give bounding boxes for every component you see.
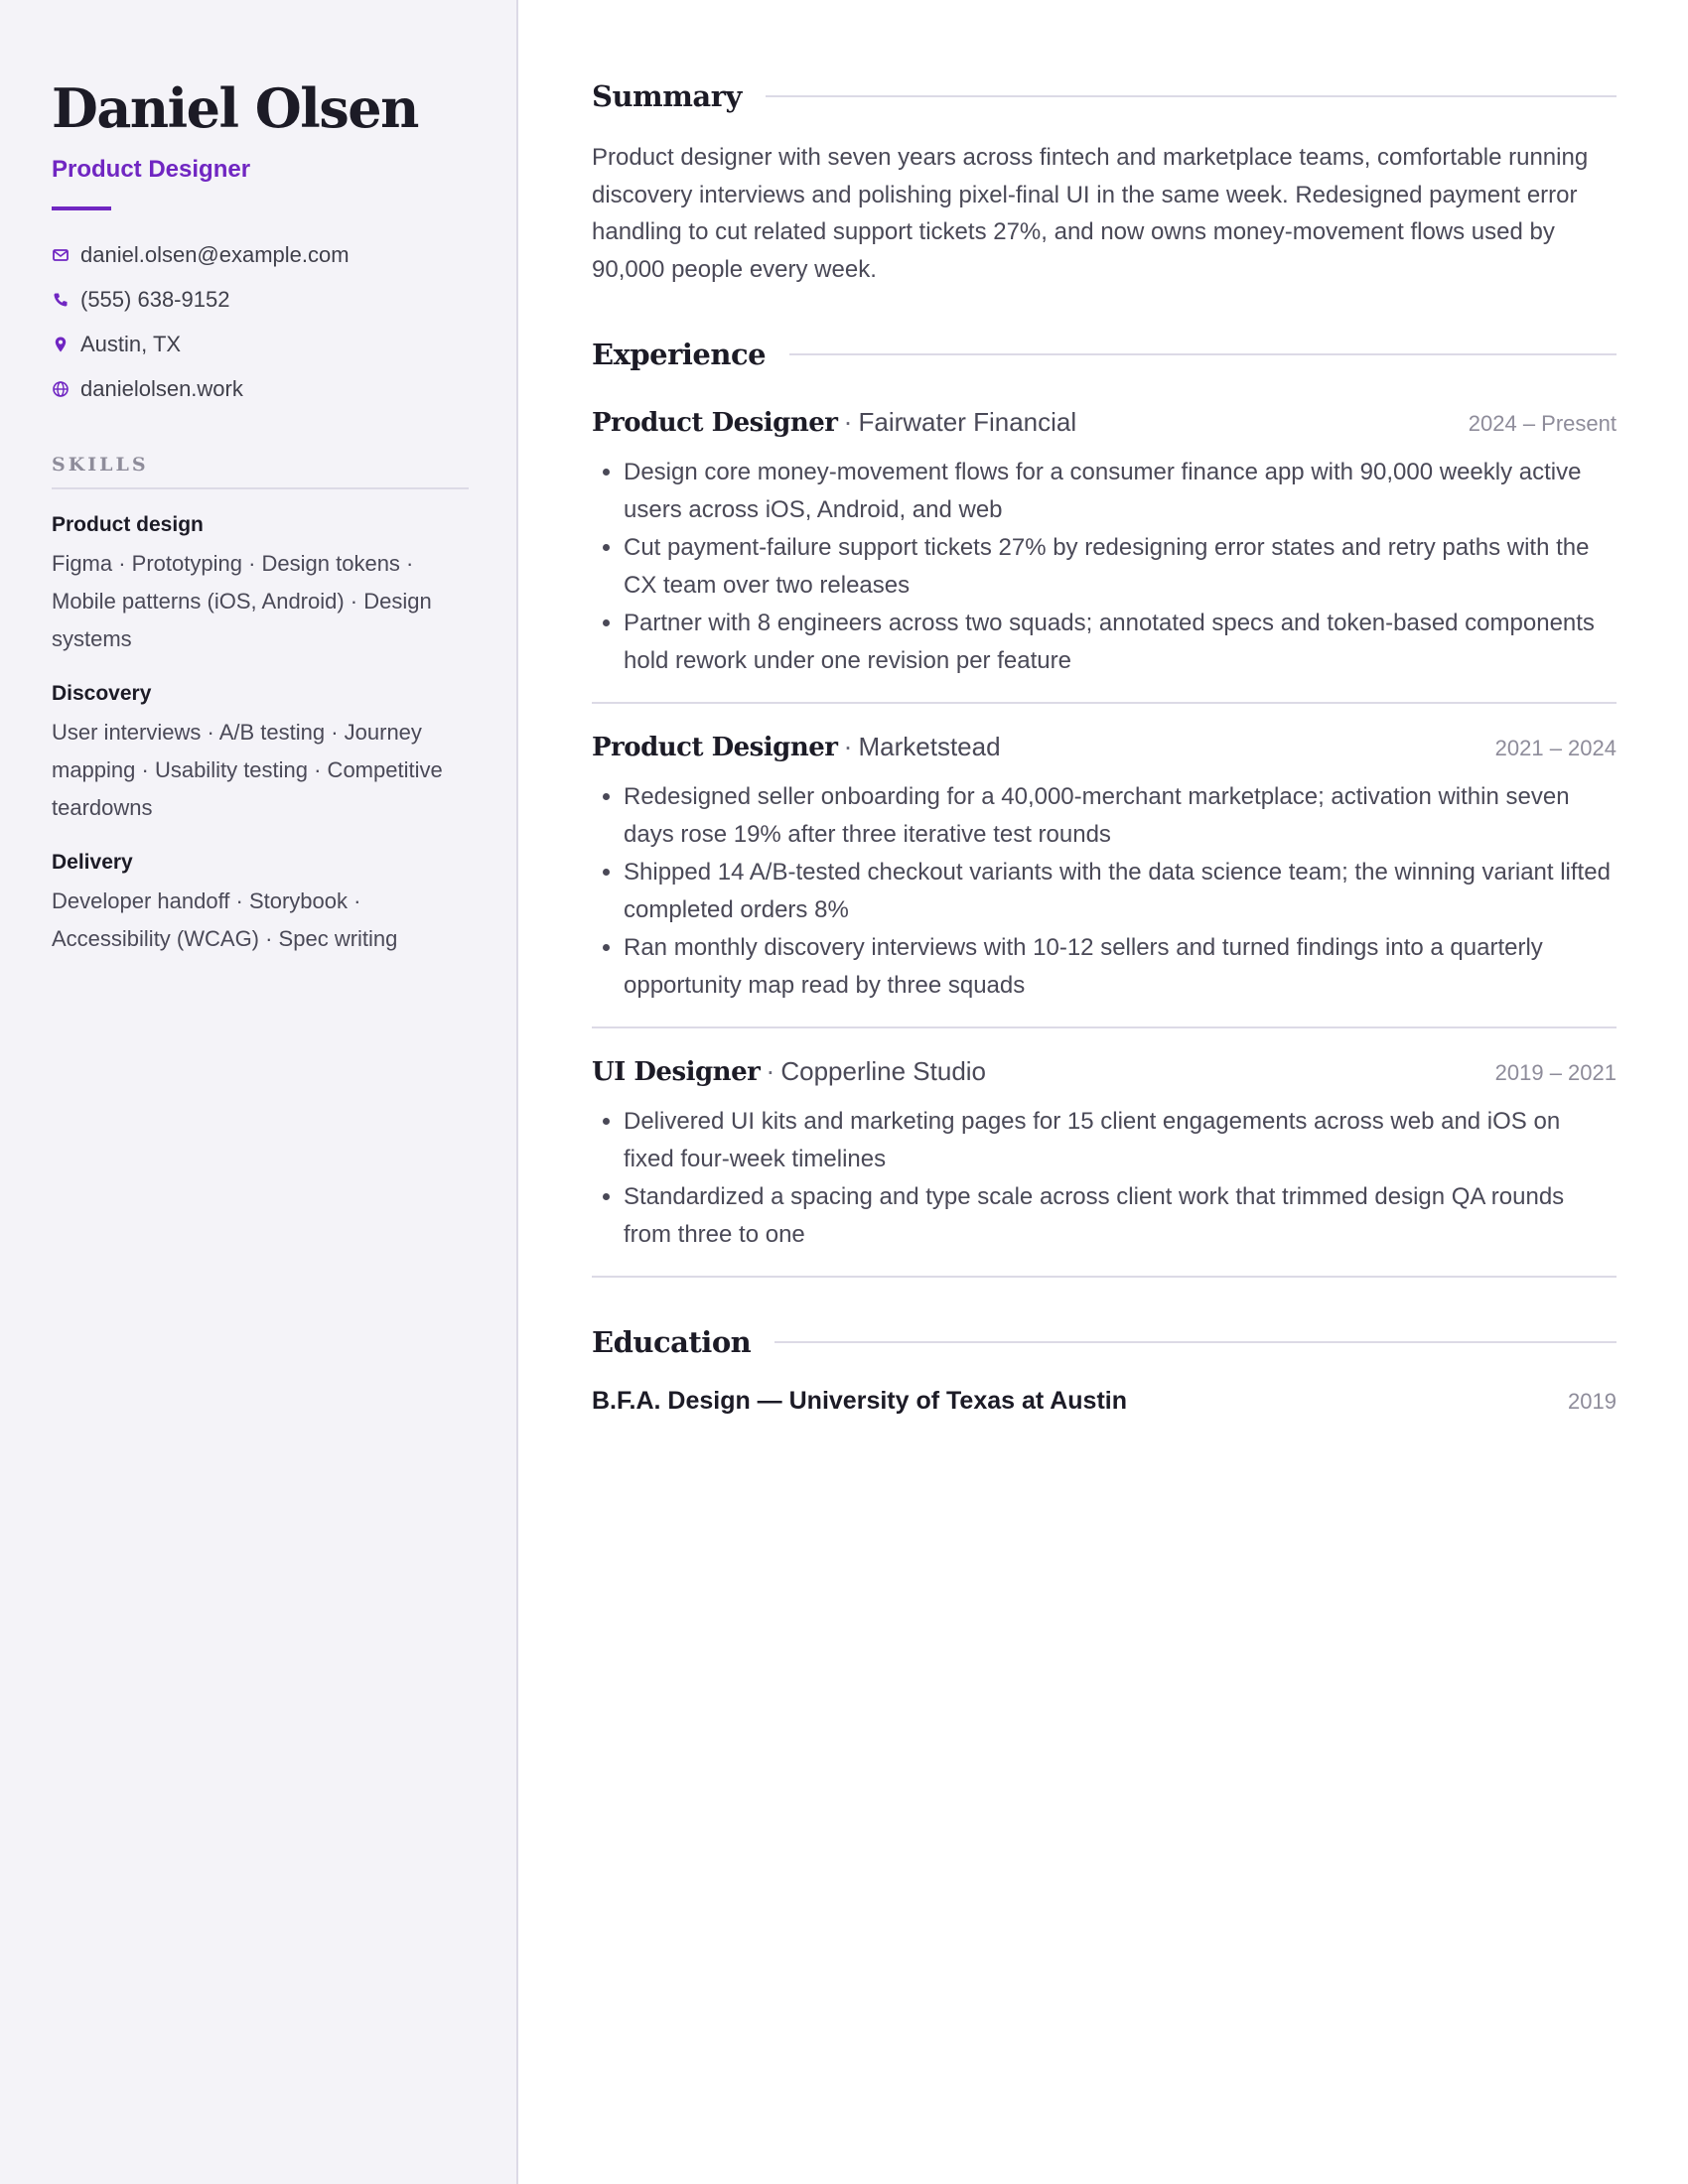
job-entry — [592, 732, 1617, 1028]
contact-phone-text: (555) 638-9152 — [80, 287, 230, 312]
job-header — [592, 732, 1617, 762]
skill-group — [52, 511, 469, 658]
job-bullet: • Shipped 14 A/B-tested checkout variants with the data science team; the winning variant lifted completed orders 8% — [624, 854, 1617, 929]
job-title: Product Designer — [592, 733, 838, 762]
contact-location — [52, 330, 469, 359]
job-dates: 2021 – 2024 — [1494, 736, 1617, 760]
skills-heading: SKILLS — [52, 454, 469, 489]
job-dates: 2024 – Present — [1468, 411, 1617, 436]
job-header — [592, 407, 1617, 438]
job-separator: · — [843, 407, 853, 437]
accent-divider — [52, 206, 111, 210]
job-bullet: • Redesigned seller onboarding for a 40,000-merchant marketplace; activation within seven days rose 19% after three iterative test rounds — [624, 778, 1617, 854]
location-pin-icon — [52, 336, 70, 353]
globe-icon — [52, 380, 70, 398]
contact-email-text: daniel.olsen@example.com — [80, 242, 350, 267]
contact-website[interactable] — [52, 374, 469, 404]
mail-icon — [52, 246, 70, 264]
section-divider — [789, 353, 1617, 355]
phone-icon — [52, 291, 70, 309]
section-title-summary: Summary — [592, 79, 742, 113]
contact-phone[interactable] — [52, 285, 469, 315]
job-heading — [592, 407, 1076, 438]
job-entry — [592, 407, 1617, 704]
job-bullet: • Design core money-movement flows for a consumer finance app with 90,000 weekly active users across iOS, Android, and web — [624, 454, 1617, 529]
section-title-education: Education — [592, 1325, 752, 1359]
skill-group — [52, 849, 469, 958]
skill-group-items: User interviews · A/B testing · Journey mapping · Usability testing · Competitive teardowns — [52, 720, 443, 820]
job-company: Copperline Studio — [780, 1056, 987, 1086]
job-bullets — [592, 454, 1617, 680]
job-separator: · — [766, 1056, 775, 1086]
education-section-header — [592, 1325, 1617, 1359]
job-heading — [592, 732, 1001, 762]
skill-group-items: Developer handoff · Storybook · Accessibility (WCAG) · Spec writing — [52, 888, 398, 951]
job-separator: · — [843, 732, 853, 761]
education-year: 2019 — [1568, 1389, 1617, 1414]
contact-location-text: Austin, TX — [80, 332, 182, 356]
section-title-experience: Experience — [592, 338, 767, 371]
contact-email[interactable] — [52, 240, 469, 270]
job-dates: 2019 – 2021 — [1494, 1060, 1617, 1085]
job-bullet: • Cut payment-failure support tickets 27% by redesigning error states and retry paths with the CX team over two releases — [624, 529, 1617, 605]
skill-group — [52, 680, 469, 827]
summary-text: Product designer with seven years across fintech and marketplace teams, comfortable running discovery interviews and polishing pixel-final UI in the same week. Redesigned payment error handling to cut related support tickets 27%, and now owns money-movement flows used by 90,000 people every week. — [592, 144, 1589, 283]
job-bullets — [592, 778, 1617, 1005]
section-divider — [774, 1341, 1617, 1343]
main-content — [592, 79, 1617, 1416]
contact-website-text: danielolsen.work — [80, 376, 243, 401]
job-bullet: • Delivered UI kits and marketing pages for 15 client engagements across web and iOS on fixed four-week timelines — [624, 1103, 1617, 1178]
job-bullet: • Partner with 8 engineers across two squads; annotated specs and token-based components hold rework under one revision per feature — [624, 605, 1617, 680]
section-divider — [766, 95, 1617, 97]
skill-group-title: Discovery — [52, 682, 152, 705]
job-title: Product Designer — [592, 408, 838, 438]
job-entry — [592, 1056, 1617, 1278]
skill-group-title: Delivery — [52, 851, 133, 874]
sidebar-content — [52, 71, 469, 958]
job-header — [592, 1056, 1617, 1087]
candidate-name: Daniel Olsen — [52, 76, 418, 140]
education-degree: B.F.A. Design — University of Texas at Austin — [592, 1387, 1128, 1415]
education-entry — [592, 1387, 1617, 1416]
experience-section-header — [592, 338, 1617, 371]
job-title: UI Designer — [592, 1057, 761, 1087]
sidebar — [0, 0, 518, 2184]
job-bullet: • Standardized a spacing and type scale across client work that trimmed design QA rounds from three to one — [624, 1178, 1617, 1254]
job-heading — [592, 1056, 986, 1087]
job-bullet: • Ran monthly discovery interviews with 10-12 sellers and turned findings into a quarterly opportunity map read by three squads — [624, 929, 1617, 1005]
job-company: Fairwater Financial — [858, 407, 1077, 437]
skill-group-title: Product design — [52, 513, 204, 536]
summary-section-header — [592, 79, 1617, 113]
contact-list — [52, 240, 469, 404]
job-bullets — [592, 1103, 1617, 1254]
skill-group-items: Figma · Prototyping · Design tokens · Mobile patterns (iOS, Android) · Design systems — [52, 551, 432, 651]
job-company: Marketstead — [858, 732, 1001, 761]
candidate-role: Product Designer — [52, 156, 251, 183]
